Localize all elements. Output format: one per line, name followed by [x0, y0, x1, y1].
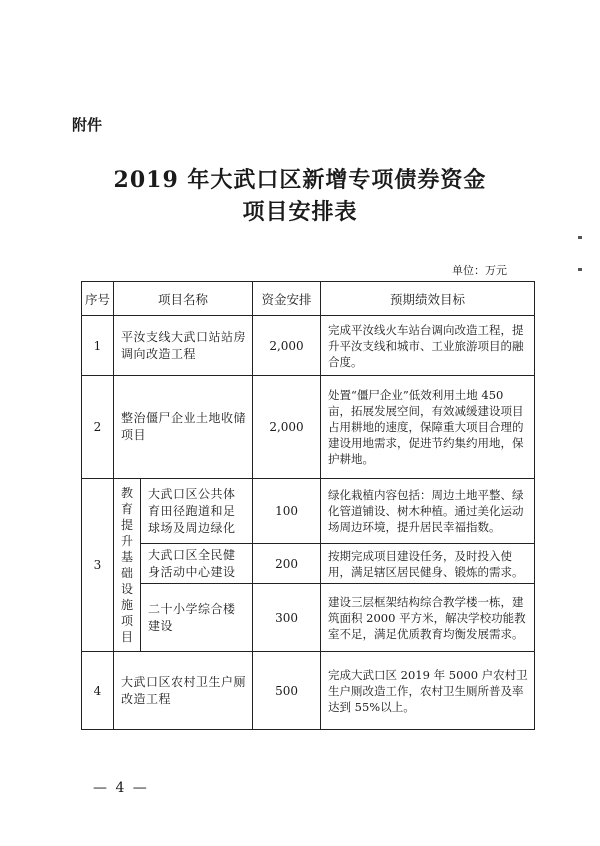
sub-row-fund: 200 [253, 544, 321, 584]
row-goal: 处置“僵尸企业”低效利用土地 450 亩，拓展发展空间，有效减缓建设项目占用耕地的速度，保障重大项目合理的建设用地需求，促进节约集约用地，保护耕地。 [321, 376, 535, 479]
sub-row-fund: 100 [253, 479, 321, 544]
row-name: 整治僵尸企业土地收储项目 [114, 376, 253, 479]
sub-row-name: 大武口区全民健身活动中心建设 [141, 544, 253, 584]
table-row [82, 584, 535, 652]
row-goal: 完成平汝线火车站台调向改造工程，提升平汝支线和城市、工业旅游项目的融合度。 [321, 316, 535, 376]
table-row [82, 376, 535, 479]
table-header-row [82, 282, 535, 316]
group-label: 教 育 提 升 基 础 设 施 项 目 [114, 479, 141, 652]
table-row [82, 544, 535, 584]
attachment-label: 附件 [72, 116, 103, 134]
header-fund: 资金安排 [253, 282, 321, 316]
sub-row-fund: 300 [253, 584, 321, 652]
sub-row-goal: 建设三层框架结构综合教学楼一栋，建筑面积 2000 平方米，解决学校功能教室不足，满足优质教育均衡发展需求。 [321, 584, 535, 652]
sub-row-goal: 绿化栽植内容包括：周边土地平整、绿化管道铺设、树木种植。通过美化运动场周边环境，提升居民幸福指数。 [321, 479, 535, 544]
table-row [82, 652, 535, 730]
row-fund: 2,000 [253, 316, 321, 376]
sub-row-name: 二十小学综合楼建设 [141, 584, 253, 652]
row-seq: 1 [82, 316, 114, 376]
table-row [82, 479, 535, 544]
row-name: 平汝支线大武口站站房调向改造工程 [114, 316, 253, 376]
row-seq: 2 [82, 376, 114, 479]
row-seq: 3 [82, 479, 114, 652]
sub-row-goal: 按期完成项目建设任务，及时投入使用，满足辖区居民健身、锻炼的需求。 [321, 544, 535, 584]
row-name: 大武口区农村卫生户厕改造工程 [114, 652, 253, 730]
header-goal: 预期绩效目标 [321, 282, 535, 316]
document-title-line1: 2019 年大武口区新增专项债券资金 [113, 167, 487, 193]
scan-mark [578, 268, 582, 271]
document-title-line2: 项目安排表 [242, 199, 358, 225]
page-number: — 4 — [93, 780, 149, 796]
unit-label: 单位：万元 [452, 264, 507, 277]
row-fund: 500 [253, 652, 321, 730]
sub-row-name: 大武口区公共体育田径跑道和足球场及周边绿化 [141, 479, 253, 544]
table-row [82, 316, 535, 376]
scan-mark [578, 236, 582, 239]
project-table [81, 281, 535, 730]
header-seq: 序号 [82, 282, 114, 316]
row-seq: 4 [82, 652, 114, 730]
header-name: 项目名称 [114, 282, 253, 316]
row-goal: 完成大武口区 2019 年 5000 户农村卫生户厕改造工作，农村卫生厕所普及率达到 55%以上。 [321, 652, 535, 730]
row-fund: 2,000 [253, 376, 321, 479]
